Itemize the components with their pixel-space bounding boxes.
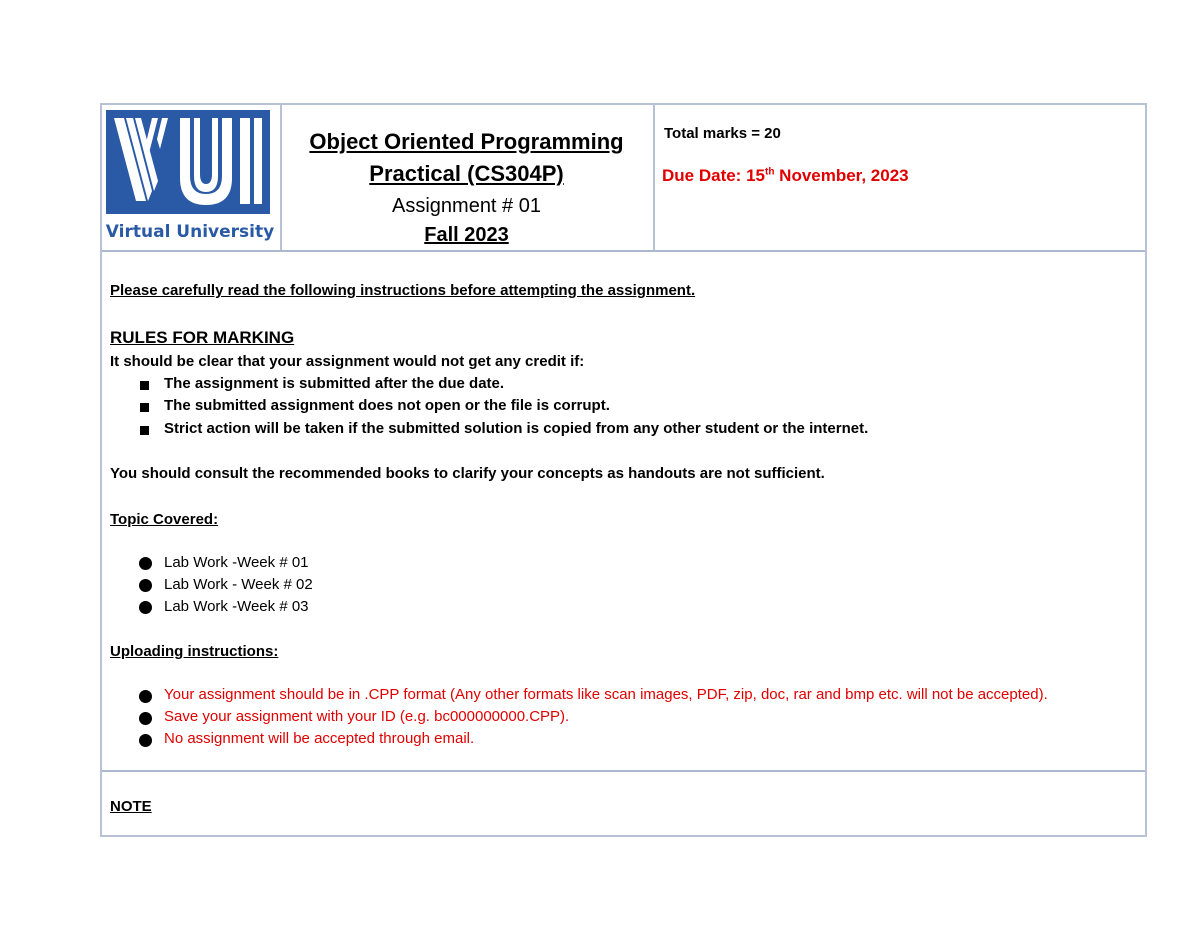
rule-item: The submitted assignment does not open or the file is corrupt.	[164, 397, 610, 414]
vu-logo-caption: Virtual University	[105, 222, 275, 242]
upload-title: Uploading instructions:	[110, 643, 279, 660]
due-date-sup: th	[764, 166, 775, 178]
due-date-prefix: Due Date: 15	[662, 166, 765, 185]
bullet-dot-icon	[139, 579, 152, 592]
course-title: Object Oriented Programming	[309, 129, 624, 154]
marks-cell	[655, 105, 1145, 250]
bullet-dot-icon	[139, 690, 152, 703]
upload-item: Your assignment should be in .CPP format (Any other formats like scan images, PDF, zip, doc, rar and bmp etc. will not be accepted).	[164, 686, 1048, 703]
bullet-dot-icon	[139, 557, 152, 570]
rule-item: Strict action will be taken if the submitted solution is copied from any other student or the internet.	[164, 420, 869, 437]
consult-text: You should consult the recommended books to clarify your concepts as handouts are not sufficient.	[110, 465, 825, 482]
logo-cell	[102, 105, 282, 250]
due-date-suffix: November, 2023	[774, 166, 909, 185]
vu-logo	[102, 105, 278, 248]
term: Fall 2023	[424, 224, 509, 246]
rules-intro: It should be clear that your assignment would not get any credit if:	[110, 353, 585, 370]
total-marks: Total marks = 20	[664, 125, 781, 142]
rules-title: RULES FOR MARKING	[110, 328, 295, 347]
instructions-section	[102, 252, 1145, 772]
upload-item: Save your assignment with your ID (e.g. bc000000000.CPP).	[164, 708, 570, 725]
instructions-heading: Please carefully read the following instructions before attempting the assignment.	[110, 282, 696, 299]
header-table	[102, 105, 1145, 252]
bullet-dot-icon	[139, 712, 152, 725]
note-label: NOTE	[110, 798, 152, 815]
course-code: Practical (CS304P)	[369, 161, 564, 186]
bullet-square-icon	[140, 426, 149, 435]
bullet-square-icon	[140, 403, 149, 412]
rule-item: The assignment is submitted after the due date.	[164, 375, 505, 392]
upload-item: No assignment will be accepted through email.	[164, 730, 475, 747]
bullet-square-icon	[140, 381, 149, 390]
note-section	[102, 770, 1145, 839]
topic-title: Topic Covered:	[110, 511, 219, 528]
due-date	[662, 166, 909, 186]
title-cell	[280, 105, 655, 250]
bullet-dot-icon	[139, 601, 152, 614]
assignment-number: Assignment # 01	[392, 195, 541, 217]
bullet-dot-icon	[139, 734, 152, 747]
topic-item: Lab Work -Week # 01	[164, 554, 309, 571]
topic-item: Lab Work - Week # 02	[164, 576, 313, 593]
topic-item: Lab Work -Week # 03	[164, 598, 309, 615]
assignment-frame	[100, 103, 1147, 837]
